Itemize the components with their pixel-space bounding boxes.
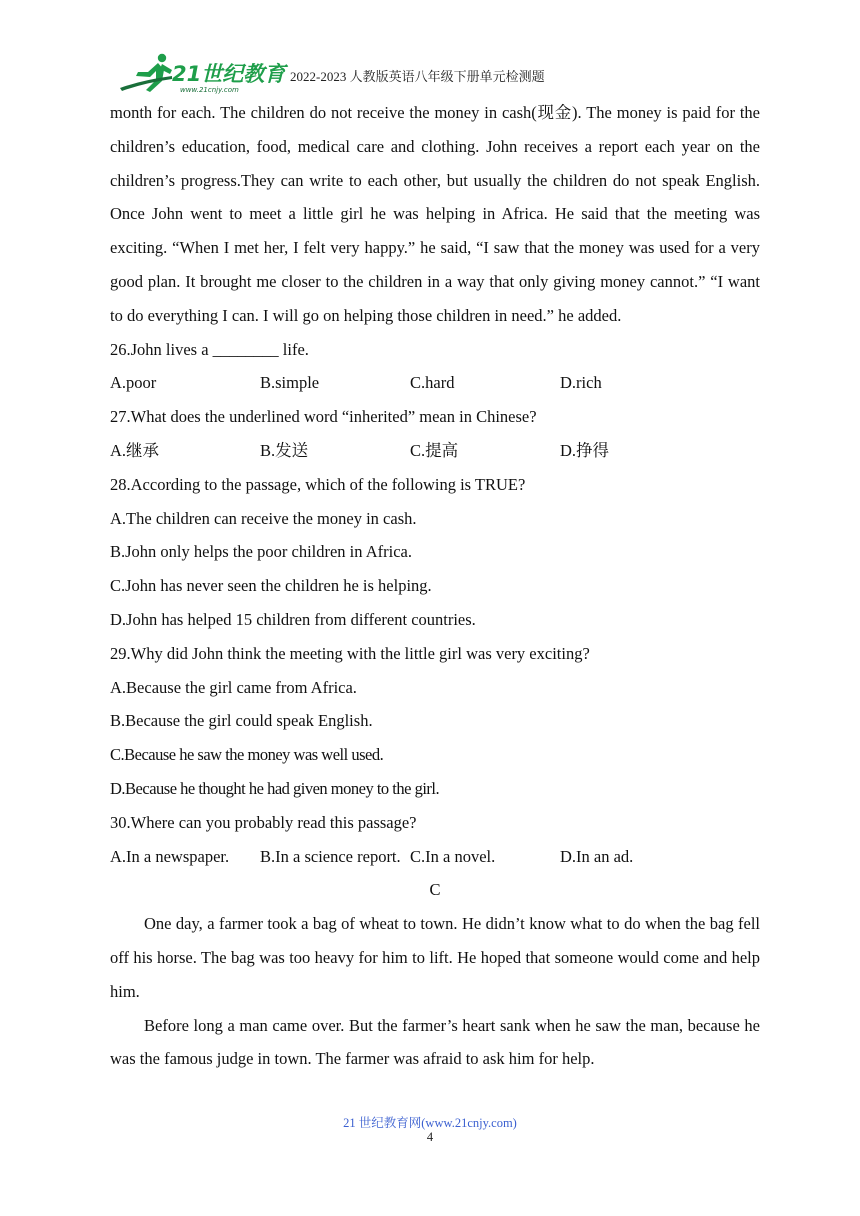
footer-link[interactable]: 21 世纪教育网(www.21cnjy.com)	[343, 1116, 517, 1130]
page-header	[112, 50, 752, 94]
logo-text: 21世纪教育	[172, 62, 286, 86]
option-c: C.hard	[410, 373, 455, 393]
option-b: B.发送	[260, 440, 309, 460]
question-26-stem: 26.John lives a ________ life.	[110, 339, 309, 359]
option-c: C.In a novel.	[410, 846, 496, 866]
option-c: C.Because he saw the money was well used.	[110, 745, 384, 765]
section-c-paragraph: Before long a man came over. But the farmer’s heart sank when he saw the man, because he was the famous judge in town. The farmer was afraid to ask him for help.	[110, 1015, 760, 1069]
option-a: A.The children can receive the money in cash.	[110, 508, 417, 528]
question-28-stem: 28.According to the passage, which of the following is TRUE?	[110, 474, 526, 494]
option-c: C.提高	[410, 440, 459, 460]
option-b: B.In a science report.	[260, 846, 401, 866]
option-b: B.simple	[260, 373, 320, 393]
document-body	[110, 96, 760, 1076]
question-30-options	[110, 840, 760, 874]
option-a: A.In a newspaper.	[110, 846, 230, 866]
question-30-stem: 30.Where can you probably read this passage?	[110, 812, 417, 832]
option-b: B.John only helps the poor children in Africa.	[110, 542, 412, 562]
question-29-stem: 29.Why did John think the meeting with the little girl was very exciting?	[110, 643, 590, 663]
question-27-options	[110, 434, 760, 468]
option-a: A.Because the girl came from Africa.	[110, 677, 357, 697]
runner-icon	[120, 54, 172, 92]
header-title: 2022-2023 人教版英语八年级下册单元检测题	[290, 69, 545, 84]
passage-b-continuation: month for each. The children do not receive the money in cash(现金). The money is paid for the children’s education, food, medical care and clothing. John receives a report each year on the children’s progress.They can write to each other, but usually the children do not speak English. Once John went to meet a little girl he was helping in Africa. He said that the meeting was exciting. “When I met her, I felt very happy.” he said, “I saw that the money was used for a very good plan. It brought me closer to the children in a way that only giving money cannot.” “I want to do everything I can. I will go on helping those children in need.” he added.	[110, 103, 760, 325]
section-c-paragraph: One day, a farmer took a bag of wheat to town. He didn’t know what to do when the bag fell off his horse. The bag was too heavy for him to lift. He hoped that someone would come and help him.	[110, 914, 760, 1001]
option-d: D.Because he thought he had given money to the girl.	[110, 778, 440, 798]
question-27-stem: 27.What does the underlined word “inherited” mean in Chinese?	[110, 407, 537, 427]
option-d: D.In an ad.	[560, 846, 634, 866]
logo-21cnjy	[112, 50, 292, 94]
page-number: 4	[426, 1130, 434, 1144]
question-26-options	[110, 366, 760, 400]
option-a: A.poor	[110, 373, 157, 393]
section-c-label: C	[429, 880, 441, 900]
logo-url: www.21cnjy.com	[180, 86, 239, 94]
option-d: D.rich	[560, 373, 602, 393]
option-d: D.John has helped 15 children from different countries.	[110, 609, 476, 629]
option-b: B.Because the girl could speak English.	[110, 711, 373, 731]
option-a: A.继承	[110, 440, 160, 460]
option-d: D.挣得	[560, 440, 610, 460]
option-c: C.John has never seen the children he is helping.	[110, 576, 432, 596]
